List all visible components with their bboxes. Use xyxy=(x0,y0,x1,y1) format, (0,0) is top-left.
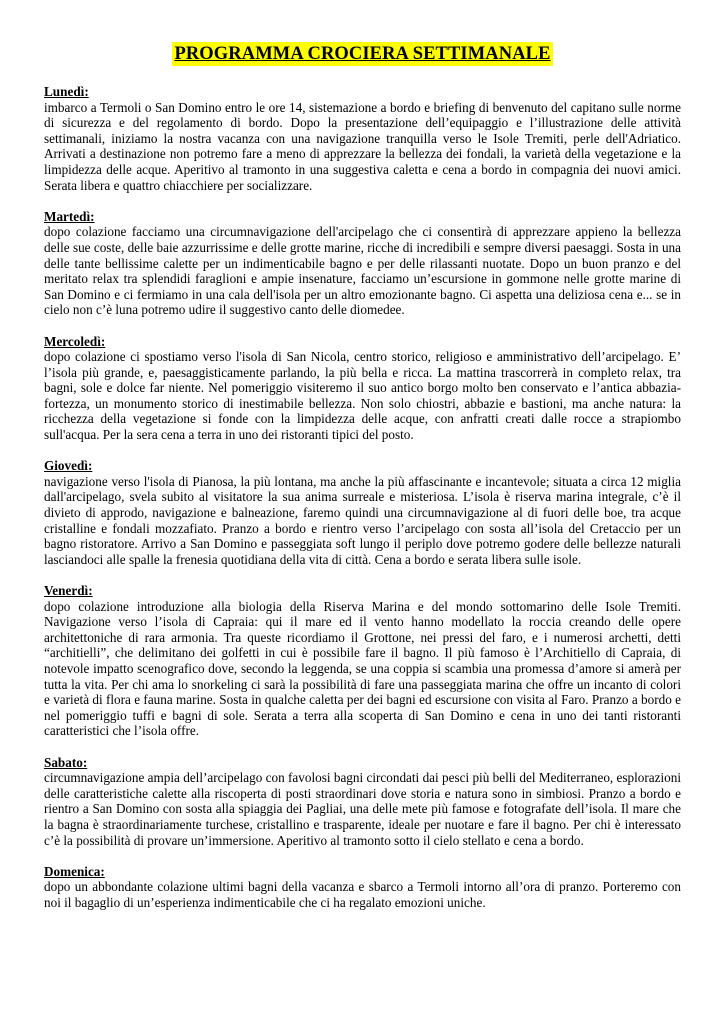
day-description: dopo colazione ci spostiamo verso l'isola di San Nicola, centro storico, religioso e amministrativo dell’arcipelago. E’ l’isola più grande, e, paesaggisticamente parlando, la più bella e ricca. La mattina trascorrerà in completo relax, tra bagni, sole e dolce far niente. Nel pomeriggio visiteremo il suo antico borgo molto ben conservato e l’antica abbazia-fortezza, un monumento storico di inestimabile bellezza. Non solo chiostri, abbazie e bastioni, ma anche natura: la ricchezza della vegetazione si fonde con la limpidezza delle acque, con anfratti creati dalle rocce a strapiombo sull'acqua. Per la sera cena a terra in uno dei ristoranti tipici del posto. xyxy=(44,349,681,443)
day-description: circumnavigazione ampia dell’arcipelago con favolosi bagni circondati dai pesci più belli del Mediterraneo, esplorazioni delle caratteristiche calette alla riscoperta di posti straordinari dove storia e natura sono in simbiosi. Pranzo a bordo e rientro a San Domino con sosta alla spiaggia dei Pagliai, una delle mete più famose e fotografate dell’isola. Il mare che la bagna è straordinariamente turchese, cristallino e trasparente, ideale per nuotare e fare il bagno. Per chi è interessato c’è la possibilità di provare un’immersione. Aperitivo al tramonto sotto il cielo stellato e cena a bordo. xyxy=(44,770,681,848)
document-page xyxy=(44,42,681,926)
day-heading: Giovedì: xyxy=(44,458,93,474)
day-section-friday xyxy=(44,583,681,739)
day-description: navigazione verso l'isola di Pianosa, la più lontana, ma anche la più affascinante e incantevole; situata a circa 12 miglia dall'arcipelago, svela subito al visitatore la sua anima surreale e misteriosa. L’isola è riserva marina integrale, c’è il divieto di approdo, navigazione e balneazione, faremo quindi una circumnavigazione al di fuori delle boe, tra acque cristalline e fondali mozzafiato. Pranzo a bordo e rientro verso l’arcipelago con sosta all’isola del Cretaccio per un bagno ristoratore. Arrivo a San Domino e passeggiata soft lungo il periplo dove potremo godere delle bellezze naturali lasciandoci alle spalle la frenesia quotidiana della vita di città. Cena a bordo e serata libera sulle isole. xyxy=(44,473,681,567)
day-heading: Mercoledì: xyxy=(44,333,106,349)
title-wrapper xyxy=(44,42,681,66)
day-heading: Sabato: xyxy=(44,754,88,770)
day-heading: Venerdì: xyxy=(44,583,93,598)
day-section-thursday xyxy=(44,458,681,567)
day-heading: Domenica: xyxy=(44,863,105,879)
day-section-tuesday xyxy=(44,209,681,318)
day-heading: Lunedì: xyxy=(44,84,89,99)
day-description: dopo colazione facciamo una circumnavigazione dell'arcipelago che ci consentirà di apprezzare appieno la bellezza delle sue coste, delle baie azzurrissime e delle grotte marine, ricche di incredibili e sempre diversi paesaggi. Sosta in una delle tante bellissime calette per un indimenticabile bagno e per delle rilassanti nuotate. Dopo un buon pranzo e del meritato relax tra splendidi faraglioni e ampie insenature, facciamo un’escursione in gommone nelle grotte marine di San Domino e ci fermiamo in una cala dell'isola per un altro emozionante bagno. Ci aspetta una deliziosa cena e... se in cielo non c’è luna potremo udire il suggestivo canto delle diomedee. xyxy=(44,224,681,318)
day-section-sunday xyxy=(44,864,681,911)
day-section-monday xyxy=(44,84,681,193)
day-description: imbarco a Termoli o San Domino entro le ore 14, sistemazione a bordo e briefing di benvenuto del capitano sulle norme di sicurezza e del regolamento di bordo. Dopo la presentazione dell’equipaggio e l’illustrazione delle attività settimanali, iniziamo la nostra vacanza con una navigazione tranquilla verso le Isole Tremiti, perle dell'Adriatico. Arrivati a destinazione non potremo fare a meno di apprezzare la bellezza dei fondali, la varietà della vegetazione e la limpidezza delle acque. Aperitivo al tramonto in una suggestiva caletta e cena a bordo in compagnia dei nuovi amici. Serata libera e quattro chiacchiere per socializzare. xyxy=(44,99,681,193)
day-description: dopo colazione introduzione alla biologia della Riserva Marina e del mondo sottomarino delle Isole Tremiti. Navigazione verso l’isola di Capraia: qui il mare ed il vento hanno modellato la roccia creando delle opere architettoniche di rara armonia. Tra queste ricordiamo il Grottone, nei pressi del faro, e i numerosi archetti, detti “architielli”, che delimitano dei golfetti in cui è possibile fare il bagno. Il più famoso è l’Architiello di Capraia, di notevole impatto scenografico dove, secondo la leggenda, se una coppia si scambia una promessa d’amore si amerà per tutta la vita. Per chi ama lo snorkeling ci sarà la possibilità di fare una passeggiata marina che offre un incanto di colori e varietà di flora e fauna marine. Sosta in qualche caletta per dei bagni ed escursione con visita al Faro. Pranzo a bordo e nel pomeriggio tuffi e bagni di sole. Serata a terra alla scoperta di San Domino e cena in uno dei tanti ristoranti caratteristici che l’isola offre. xyxy=(44,598,681,739)
day-section-wednesday xyxy=(44,334,681,443)
page-title: PROGRAMMA CROCIERA SETTIMANALE xyxy=(174,44,551,64)
day-section-saturday xyxy=(44,755,681,849)
day-heading: Martedì: xyxy=(44,208,95,224)
day-description: dopo un abbondante colazione ultimi bagni della vacanza e sbarco a Termoli intorno all’ora di pranzo. Porteremo con noi il bagaglio di un’esperienza indimenticabile che ci ha regalato emozioni uniche. xyxy=(44,879,681,910)
